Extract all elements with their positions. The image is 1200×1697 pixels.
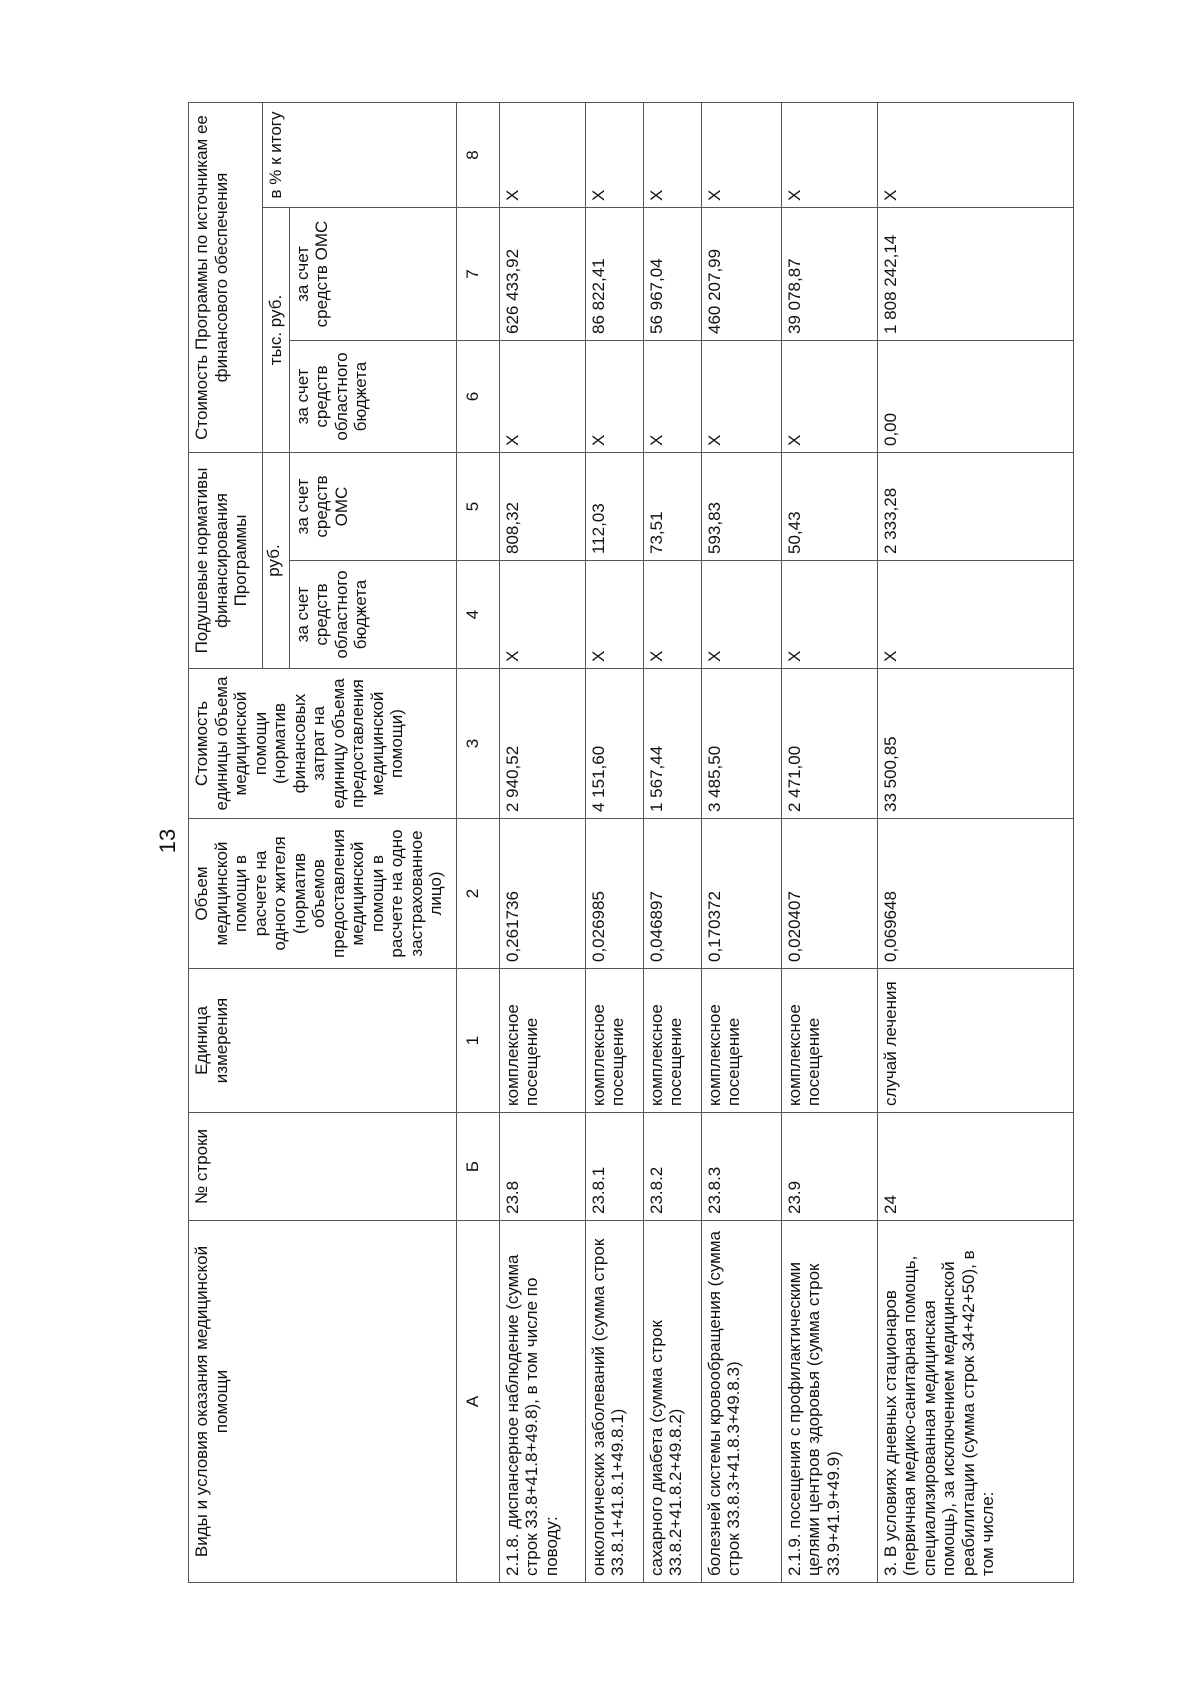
table-row: [643, 102, 701, 1582]
row-line: 23.8: [499, 1113, 585, 1221]
row-percent: X: [781, 102, 877, 207]
row-cost-budget: X: [781, 341, 877, 453]
row-unit-cost: 1 567,44: [643, 669, 701, 819]
row-percent: X: [585, 102, 643, 207]
col-number-2: 2: [456, 819, 499, 969]
row-volume: 0,170372: [701, 819, 781, 969]
row-pc-oms: 50,43: [781, 453, 877, 561]
row-volume: 0,261736: [499, 819, 585, 969]
header-unit-rub: руб.: [263, 453, 290, 669]
row-unit-cost: 4 151,60: [585, 669, 643, 819]
row-unit-cost: 33 500,85: [877, 669, 1073, 819]
row-percent: X: [499, 102, 585, 207]
row-name: сахарного диабета (сумма строк 33.8.2+41.8.2+49.8.2): [643, 1221, 701, 1583]
page-number: 13: [155, 828, 180, 854]
header-unit: Единица измерения: [189, 969, 457, 1113]
row-cost-budget: X: [499, 341, 585, 453]
table-row: [701, 102, 781, 1582]
col-number-6: 6: [456, 341, 499, 453]
col-number-a: А: [456, 1221, 499, 1583]
header-volume: Объем медицинской помощи в расчете на одного жителя (норматив объемов предоставления медицинской помощи в расчете на одно застрахованное лицо): [189, 819, 457, 969]
row-line: 23.8.3: [701, 1113, 781, 1221]
row-unit-cost: 3 485,50: [701, 669, 781, 819]
table-row: [781, 102, 877, 1582]
row-cost-oms: 86 822,41: [585, 208, 643, 341]
row-pc-oms: 73,51: [643, 453, 701, 561]
row-unit: комплексное посещение: [643, 969, 701, 1113]
col-number-b: Б: [456, 1113, 499, 1221]
col-number-7: 7: [456, 208, 499, 341]
table-row: [585, 102, 643, 1582]
row-unit: комплексное посещение: [499, 969, 585, 1113]
row-pc-budget: X: [499, 561, 585, 669]
row-pc-budget: X: [643, 561, 701, 669]
header-unit-cost: Стоимость единицы объема медицинской помощи (норматив финансовых затрат на единицу объема предоставления медицинской помощи): [189, 669, 457, 819]
header-percent-total: в % к итогу: [263, 102, 457, 207]
row-pc-budget: X: [585, 561, 643, 669]
row-pc-budget: X: [781, 561, 877, 669]
row-pc-oms: 808,32: [499, 453, 585, 561]
rotated-table-container: [188, 103, 1120, 1583]
row-volume: 0,069648: [877, 819, 1073, 969]
row-volume: 0,020407: [781, 819, 877, 969]
header-pc-oms: за счет средств ОМС: [289, 453, 456, 561]
row-name: болезней системы кровообращения (сумма строк 33.8.3+41.8.3+49.8.3): [701, 1221, 781, 1583]
col-number-3: 3: [456, 669, 499, 819]
row-cost-budget: X: [643, 341, 701, 453]
header-kind-of-care: Виды и условия оказания медицинской помощи: [189, 1221, 457, 1583]
row-cost-budget: X: [585, 341, 643, 453]
row-unit: комплексное посещение: [701, 969, 781, 1113]
header-per-capita: Подушевые нормативы финансирования Программы: [189, 453, 263, 669]
row-pc-oms: 593,83: [701, 453, 781, 561]
row-pc-oms: 2 333,28: [877, 453, 1073, 561]
header-program-cost: Стоимость Программы по источникам ее финансового обеспечения: [189, 102, 263, 452]
financing-table: [188, 102, 1074, 1583]
row-cost-oms: 626 433,92: [499, 208, 585, 341]
row-pc-oms: 112,03: [585, 453, 643, 561]
col-number-4: 4: [456, 561, 499, 669]
row-line: 23.8.2: [643, 1113, 701, 1221]
col-number-8: 8: [456, 102, 499, 207]
row-percent: X: [701, 102, 781, 207]
row-cost-oms: 56 967,04: [643, 208, 701, 341]
row-cost-oms: 460 207,99: [701, 208, 781, 341]
header-cost-regional-budget: за счет средств областного бюджета: [289, 341, 456, 453]
row-line: 24: [877, 1113, 1073, 1221]
row-cost-budget: X: [701, 341, 781, 453]
table-row: [499, 102, 585, 1582]
row-percent: X: [877, 102, 1073, 207]
row-unit-cost: 2 940,52: [499, 669, 585, 819]
row-name: 3. В условиях дневных стационаров (первичная медико-санитарная помощь, специализированная медицинская помощь), за исключением медицинской реабилитации (сумма строк 34+42+50), в том числе:: [877, 1221, 1073, 1583]
row-line: 23.9: [781, 1113, 877, 1221]
header-line-number: № строки: [189, 1113, 457, 1221]
header-pc-regional-budget: за счет средств областного бюджета: [289, 561, 456, 669]
header-cost-oms: за счет средств ОМС: [289, 208, 456, 341]
row-name: 2.1.8. диспансерное наблюдение (сумма строк 33.8+41.8+49.8), в том числе по поводу:: [499, 1221, 585, 1583]
row-cost-oms: 1 808 242,14: [877, 208, 1073, 341]
row-unit: случай лечения: [877, 969, 1073, 1113]
row-pc-budget: X: [701, 561, 781, 669]
row-name: онкологических заболеваний (сумма строк 33.8.1+41.8.1+49.8.1): [585, 1221, 643, 1583]
row-unit: комплексное посещение: [585, 969, 643, 1113]
row-percent: X: [643, 102, 701, 207]
col-number-5: 5: [456, 453, 499, 561]
row-cost-oms: 39 078,87: [781, 208, 877, 341]
row-cost-budget: 0,00: [877, 341, 1073, 453]
row-line: 23.8.1: [585, 1113, 643, 1221]
row-volume: 0,026985: [585, 819, 643, 969]
col-number-1: 1: [456, 969, 499, 1113]
row-pc-budget: X: [877, 561, 1073, 669]
header-unit-thousand-rub: тыс. руб.: [263, 208, 290, 453]
row-unit-cost: 2 471,00: [781, 669, 877, 819]
row-volume: 0,046897: [643, 819, 701, 969]
table-row: [877, 102, 1073, 1582]
row-name: 2.1.9. посещения с профилактическими целями центров здоровья (сумма строк 33.9+41.9+49.9): [781, 1221, 877, 1583]
row-unit: комплексное посещение: [781, 969, 877, 1113]
